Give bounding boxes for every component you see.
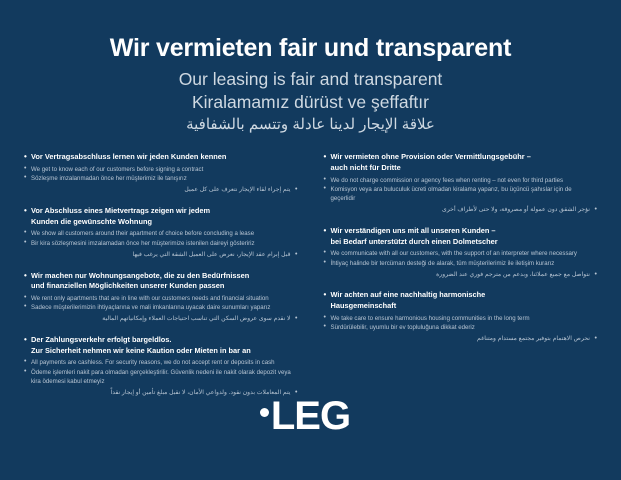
- item-title-de-line1: Wir verständigen uns mit all unseren Kunden –: [330, 225, 496, 235]
- item-text-en: • We show all customers around their apartment of choice before concluding a lease: [24, 229, 298, 238]
- item-title-de-line2: auch nicht für Dritte: [330, 162, 401, 172]
- item-text-tr: • Sadece müşterilerimizin ihtiyaçlarına ve mali imkanlarına uyacak daire sunumları yaparız: [24, 303, 298, 312]
- item-text-tr: • Sürdürülebilir, uyumlu bir ev topluluğuna dikkat ederiz: [324, 323, 598, 332]
- item-title-de: [24, 271, 298, 292]
- item-text-tr: • Ödeme işlemleri nakit para olmadan gerçekleştirilir. Güvenlik nedeni ile nakit olarak depozit veya kira ödemesi kabul etmeyiz: [24, 368, 298, 386]
- list-item: [324, 152, 598, 215]
- list-item: [24, 335, 298, 398]
- item-text-ar: • قبل إبرام عقد الإيجار، نعرض على العميل الشقة التي يرغب فيها: [24, 250, 298, 260]
- item-text-ar: • نؤجر الشقق دون عمولة أو مصروفة، ولا حتى لأطراف أخرى: [324, 205, 598, 215]
- list-item: [24, 152, 298, 195]
- item-text-tr: • Bir kira sözleşmesini imzalamadan önce her müşterimize istenilen daireyi gösteririz: [24, 239, 298, 248]
- item-text-en: • All payments are cashless. For security reasons, we do not accept rent or deposits in cash: [24, 358, 298, 367]
- item-title-de: [24, 206, 298, 227]
- item-text-tr: • Komisyon veya ara buluculuk ücreti olmadan kiralama yaparız, bu üçüncü şahıslar için de geçerlidir: [324, 185, 598, 203]
- list-item: [24, 206, 298, 260]
- item-title-de-line1: Vor Vertragsabschluss lernen wir jeden Kunden kennen: [31, 152, 227, 162]
- item-title-de-line1: Wir achten auf eine nachhaltig harmonische: [330, 290, 486, 300]
- list-item: [324, 290, 598, 344]
- item-text-en: • We take care to ensure harmonious housing communities in the long term: [324, 314, 598, 323]
- page-title-arabic: علاقة الإيجار لدينا عادلة وتتسم بالشفافية: [186, 115, 435, 133]
- item-title-de-line1: Wir machen nur Wohnungsangebote, die zu den Bedürfnissen: [31, 270, 250, 280]
- page-title: Wir vermieten fair und transparent: [109, 34, 512, 62]
- leg-logo: [271, 396, 350, 436]
- logo-dot-icon: [260, 408, 269, 417]
- item-text-tr: • İhtiyaç halinde bir tercüman desteği de alarak, tüm müşterilerimiz ile iletişim kurarız: [324, 259, 598, 268]
- item-title-de-line2: Zur Sicherheit nehmen wir keine Kaution oder Mieten in bar an: [31, 345, 251, 355]
- page-title-english: Our leasing is fair and transparent: [178, 68, 443, 89]
- item-title-de-line1: Der Zahlungsverkehr erfolgt bargeldlos.: [31, 335, 172, 345]
- content-columns: [0, 152, 621, 408]
- headline-block: [0, 0, 621, 134]
- item-title-de-line2: bei Bedarf unterstützt durch einen Dolmetscher: [330, 236, 498, 246]
- item-title-de-line2: Kunden die gewünschte Wohnung: [31, 216, 152, 226]
- item-title-de-line1: Vor Abschluss eines Mietvertrags zeigen wir jedem: [31, 206, 211, 216]
- item-title-de: [324, 226, 598, 247]
- item-text-ar: • نتواصل مع جميع عملائنا، وبدعم من مترجم فوري عند الضرورة: [324, 270, 598, 280]
- item-title-de: [24, 152, 298, 163]
- item-title-de-line2: und finanziellen Möglichkeiten unserer Kunden passen: [31, 281, 225, 291]
- item-text-ar: • يتم المعاملات بدون نقود. ولدواعي الأمان، لا نقبل مبلغ تأمين أو إيجار نقداً: [24, 388, 298, 398]
- item-text-ar: • نحرص الاهتمام بتوفير مجتمع مستدام ومتناغم: [324, 334, 598, 344]
- item-text-ar: • لا نقدم سوى عروض السكن التي تناسب احتياجات العملاء وإمكانياتهم المالية: [24, 314, 298, 324]
- item-text-ar: • يتم إجراء لقاء الإيجار نتعرف على كل عميل: [24, 185, 298, 195]
- logo-text: LEG: [270, 394, 351, 438]
- item-text-en: • We do not charge commission or agency fees when renting – not even for third parties: [324, 176, 598, 185]
- item-text-en: • We communicate with all our customers, with the support of an interpreter where necessary: [324, 249, 598, 258]
- logo-area: [0, 396, 621, 436]
- page-title-turkish: Kiralamamız dürüst ve şeffaftır: [192, 91, 429, 112]
- item-title-de-line1: Wir vermieten ohne Provision oder Vermittlungsgebühr –: [330, 152, 531, 162]
- item-title-de: [324, 290, 598, 311]
- right-column: [324, 152, 598, 408]
- left-column: [24, 152, 298, 408]
- item-title-de: [24, 335, 298, 356]
- item-text-tr: • Sözleşme imzalanmadan önce her müşterimiz ile tanışırız: [24, 174, 298, 183]
- list-item: [24, 271, 298, 325]
- item-text-en: • We get to know each of our customers before signing a contract: [24, 165, 298, 174]
- list-item: [324, 226, 598, 280]
- item-text-en: • We rent only apartments that are in line with our customers needs and financial situation: [24, 294, 298, 303]
- item-title-de: [324, 152, 598, 173]
- item-title-de-line2: Hausgemeinschaft: [330, 301, 397, 311]
